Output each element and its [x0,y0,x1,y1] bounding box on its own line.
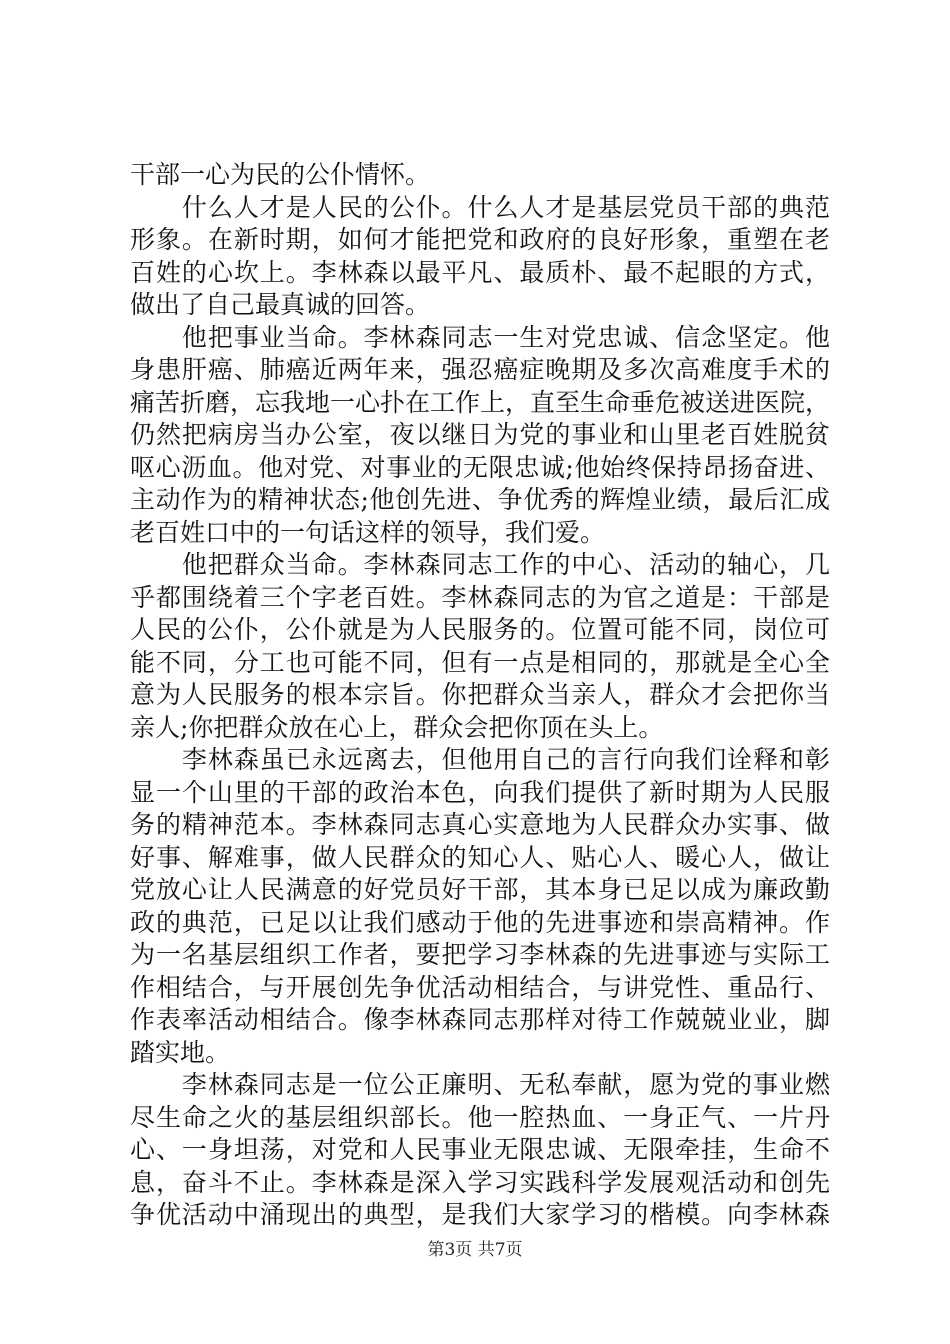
text-line: 息，奋斗不止。李林森是深入学习实践科学发展观活动和创先 [130,1167,830,1197]
text-line: 踏实地。 [130,1037,231,1067]
text-line: 作相结合，与开展创先争优活动相结合，与讲党性、重品行、 [130,972,830,1002]
text-line: 呕心沥血。他对党、对事业的无限忠诚;他始终保持昂扬奋进、 [130,452,830,482]
text-line: 身患肝癌、肺癌近两年来，强忍癌症晚期及多次高难度手术的 [130,355,830,384]
text-line: 务的精神范本。李林森同志真心实意地为人民群众办实事、做 [130,810,830,839]
text-line: 显一个山里的干部的政治本色，向我们提供了新时期为人民服 [130,777,830,807]
document-body [130,159,830,1232]
text-line: 尽生命之火的基层组织部长。他一腔热血、一身正气、一片丹 [130,1102,830,1132]
text-line: 做出了自己最真诚的回答。 [130,290,431,319]
text-line: 什么人才是人民的公仆。什么人才是基层党员干部的典范 [130,192,830,222]
text-line: 乎都围绕着三个字老百姓。李林森同志的为官之道是：干部是 [130,582,830,612]
text-line: 他把群众当命。李林森同志工作的中心、活动的轴心，几 [130,550,830,579]
text-line: 能不同，分工也可能不同，但有一点是相同的，那就是全心全 [130,647,830,677]
text-line: 主动作为的精神状态;他创先进、争优秀的辉煌业绩，最后汇成 [130,485,830,514]
text-line: 他把事业当命。李林森同志一生对党忠诚、信念坚定。他 [130,322,830,352]
text-line: 干部一心为民的公仆情怀。 [130,160,431,189]
text-line: 作表率活动相结合。像李林森同志那样对待工作兢兢业业，脚 [130,1005,830,1034]
text-line: 党放心让人民满意的好党员好干部，其本身已足以成为廉政勤 [130,875,830,904]
text-line: 李林森同志是一位公正廉明、无私奉献，愿为党的事业燃 [130,1070,830,1099]
text-line: 争优活动中涌现出的典型，是我们大家学习的楷模。向李林森 [130,1200,830,1229]
text-line: 意为人民服务的根本宗旨。你把群众当亲人，群众才会把你当 [130,680,830,709]
text-line: 仍然把病房当办公室，夜以继日为党的事业和山里老百姓脱贫 [130,420,830,449]
text-line: 心、一身坦荡，对党和人民事业无限忠诚、无限牵挂，生命不 [130,1135,830,1164]
text-line: 痛苦折磨，忘我地一心扑在工作上，直至生命垂危被送进医院， [130,387,831,417]
text-line: 人民的公仆，公仆就是为人民服务的。位置可能不同，岗位可 [130,615,830,644]
text-line: 形象。在新时期，如何才能把党和政府的良好形象，重塑在老 [130,225,830,254]
text-line: 政的典范，已足以让我们感动于他的先进事迹和崇高精神。作 [130,907,830,937]
text-line: 好事、解难事，做人民群众的知心人、贴心人、暖心人，做让 [130,842,830,872]
text-line: 百姓的心坎上。李林森以最平凡、最质朴、最不起眼的方式， [130,257,830,287]
text-line: 老百姓口中的一句话这样的领导，我们爱。 [130,517,606,547]
text-line: 为一名基层组织工作者，要把学习李林森的先进事迹与实际工 [130,940,830,969]
page-footer: 第3页 共7页 [427,1240,523,1260]
text-line: 亲人;你把群众放在心上，群众会把你顶在头上。 [130,712,664,742]
text-line: 李林森虽已永远离去，但他用自己的言行向我们诠释和彰 [130,745,830,774]
